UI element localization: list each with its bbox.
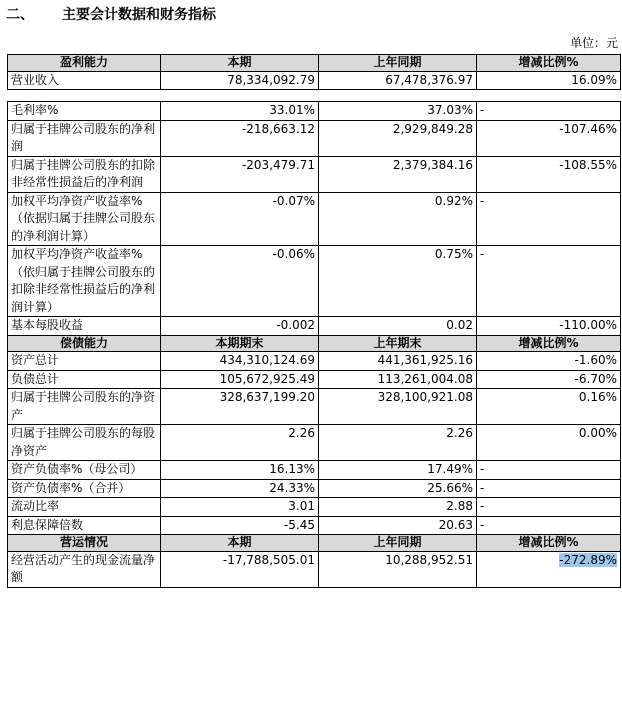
table-row <box>8 71 621 90</box>
row-label: 加权平均净资产收益率%（依归属于挂牌公司股东的扣除非经常性损益后的净利润计算） <box>8 246 161 317</box>
prior-value: 0.02 <box>319 317 477 336</box>
row-label: 利息保障倍数 <box>8 516 161 535</box>
row-label: 归属于挂牌公司股东的每股净资产 <box>8 425 161 461</box>
change-value: - <box>477 479 621 498</box>
current-value: -203,479.71 <box>161 156 319 192</box>
change-value: -1.60% <box>477 352 621 371</box>
row-label: 归属于挂牌公司股东的净资产 <box>8 389 161 425</box>
current-value: 434,310,124.69 <box>161 352 319 371</box>
change-value: - <box>477 498 621 517</box>
current-value: 16.13% <box>161 461 319 480</box>
row-label: 资产负债率%（母公司） <box>8 461 161 480</box>
current-value: -218,663.12 <box>161 120 319 156</box>
financial-table <box>7 101 621 588</box>
row-label: 流动比率 <box>8 498 161 517</box>
table-row <box>8 102 621 121</box>
section-heading <box>6 4 216 24</box>
profitability-header-row <box>8 55 621 72</box>
change-value: -110.00% <box>477 317 621 336</box>
change-value: - <box>477 516 621 535</box>
highlighted-change-value: -272.89% <box>559 552 617 567</box>
change-value: - <box>477 461 621 480</box>
header-cell: 本期 <box>161 55 319 72</box>
revenue-table <box>7 54 621 90</box>
prior-value: 0.75% <box>319 246 477 317</box>
current-value: -0.002 <box>161 317 319 336</box>
current-value: 328,637,199.20 <box>161 389 319 425</box>
header-cell: 增减比例% <box>477 55 621 72</box>
current-value: 78,334,092.79 <box>161 71 319 90</box>
current-value: -0.07% <box>161 192 319 246</box>
prior-value: 20.63 <box>319 516 477 535</box>
change-value: 0.00% <box>477 425 621 461</box>
prior-value: 37.03% <box>319 102 477 121</box>
row-label: 归属于挂牌公司股东的净利润 <box>8 120 161 156</box>
current-value: 105,672,925.49 <box>161 370 319 389</box>
section-title: 主要会计数据和财务指标 <box>62 7 216 23</box>
change-value: - <box>477 246 621 317</box>
current-value: -5.45 <box>161 516 319 535</box>
table-row <box>8 192 621 246</box>
header-cell: 上年同期 <box>319 55 477 72</box>
table-row <box>8 246 621 317</box>
change-value: -108.55% <box>477 156 621 192</box>
table-row <box>8 425 621 461</box>
prior-value: 441,361,925.16 <box>319 352 477 371</box>
current-value: -17,788,505.01 <box>161 551 319 587</box>
prior-value: 25.66% <box>319 479 477 498</box>
current-value: -0.06% <box>161 246 319 317</box>
prior-value: 2.26 <box>319 425 477 461</box>
prior-value: 2.88 <box>319 498 477 517</box>
header-cell: 本期期末 <box>161 335 319 352</box>
header-cell: 增减比例% <box>477 535 621 552</box>
table-row <box>8 317 621 336</box>
table-row <box>8 516 621 535</box>
operations-header-row <box>8 535 621 552</box>
table-row <box>8 498 621 517</box>
table-row <box>8 551 621 587</box>
table-row <box>8 120 621 156</box>
prior-value: 17.49% <box>319 461 477 480</box>
row-label: 基本每股收益 <box>8 317 161 336</box>
current-value: 2.26 <box>161 425 319 461</box>
prior-value: 67,478,376.97 <box>319 71 477 90</box>
solvency-header-row <box>8 335 621 352</box>
change-value: - <box>477 192 621 246</box>
current-value: 33.01% <box>161 102 319 121</box>
prior-value: 10,288,952.51 <box>319 551 477 587</box>
row-label: 营业收入 <box>8 71 161 90</box>
change-value: - <box>477 102 621 121</box>
prior-value: 113,261,004.08 <box>319 370 477 389</box>
row-label: 归属于挂牌公司股东的扣除非经常性损益后的净利润 <box>8 156 161 192</box>
table-row <box>8 156 621 192</box>
prior-value: 2,379,384.16 <box>319 156 477 192</box>
header-cell: 上年期末 <box>319 335 477 352</box>
table-row <box>8 352 621 371</box>
section-number: 二、 <box>6 7 34 23</box>
header-cell: 增减比例% <box>477 335 621 352</box>
row-label: 经营活动产生的现金流量净额 <box>8 551 161 587</box>
table-row <box>8 479 621 498</box>
row-label: 资产总计 <box>8 352 161 371</box>
prior-value: 2,929,849.28 <box>319 120 477 156</box>
change-value: -6.70% <box>477 370 621 389</box>
header-cell: 上年同期 <box>319 535 477 552</box>
prior-value: 328,100,921.08 <box>319 389 477 425</box>
table-row <box>8 370 621 389</box>
header-cell: 营运情况 <box>8 535 161 552</box>
change-value: 0.16% <box>477 389 621 425</box>
current-value: 24.33% <box>161 479 319 498</box>
row-label: 加权平均净资产收益率%（依据归属于挂牌公司股东的净利润计算） <box>8 192 161 246</box>
row-label: 负债总计 <box>8 370 161 389</box>
row-label: 资产负债率%（合并） <box>8 479 161 498</box>
header-cell: 本期 <box>161 535 319 552</box>
change-value <box>477 551 621 587</box>
table-row <box>8 461 621 480</box>
current-value: 3.01 <box>161 498 319 517</box>
prior-value: 0.92% <box>319 192 477 246</box>
header-cell: 偿债能力 <box>8 335 161 352</box>
row-label: 毛利率% <box>8 102 161 121</box>
unit-label: 单位：元 <box>569 36 618 50</box>
change-value: 16.09% <box>477 71 621 90</box>
header-cell: 盈利能力 <box>8 55 161 72</box>
table-row <box>8 389 621 425</box>
change-value: -107.46% <box>477 120 621 156</box>
